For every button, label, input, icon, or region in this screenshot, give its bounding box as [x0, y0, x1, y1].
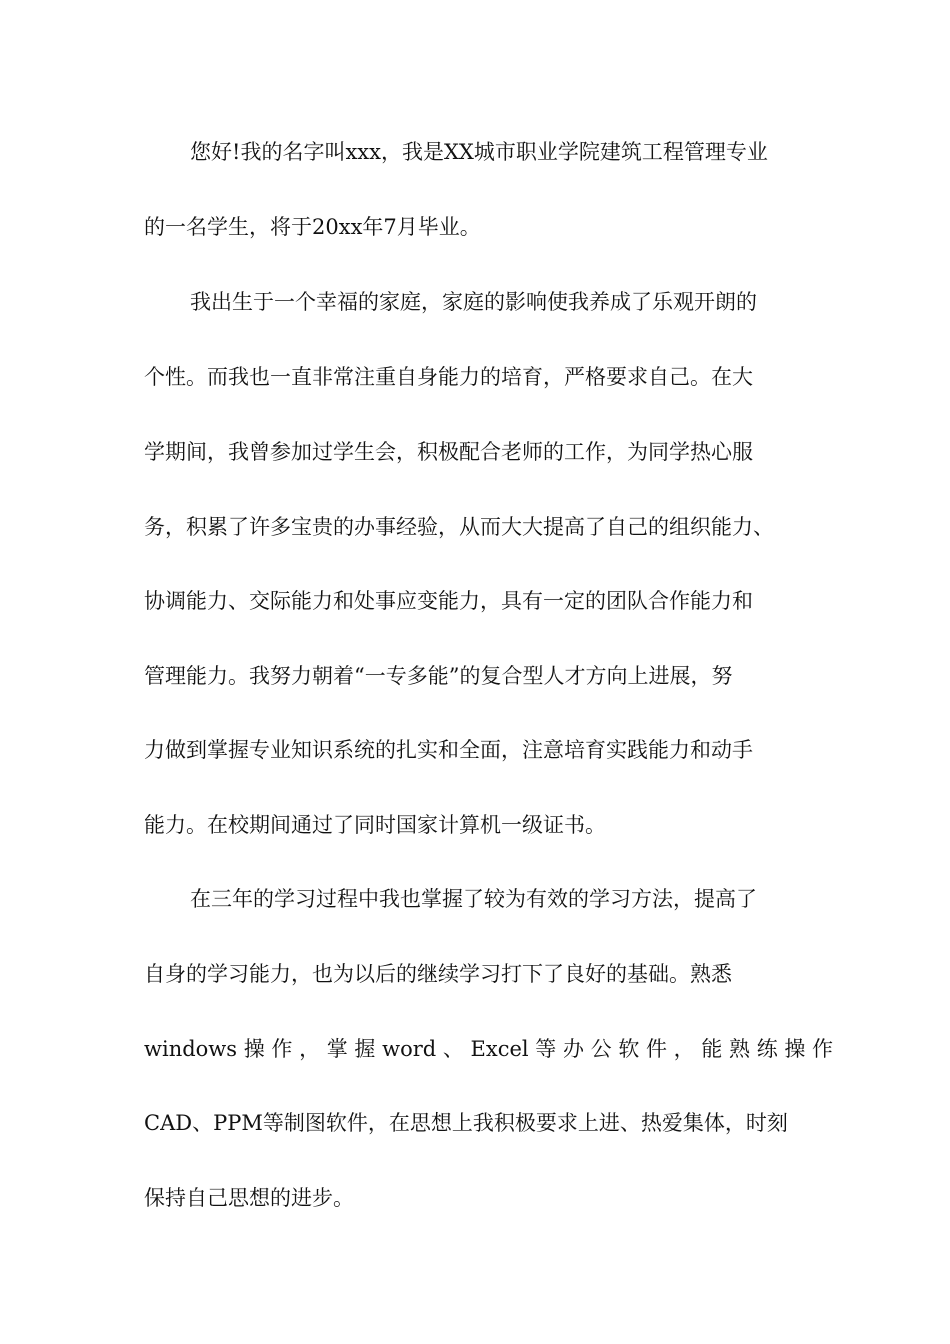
paragraph-2-line-4: 务，积累了许多宝贵的办事经验，从而大大提高了自己的组织能力、	[144, 515, 774, 539]
paragraph-1-line-1: 您好!我的名字叫xxx，我是XX城市职业学院建筑工程管理专业	[190, 140, 768, 164]
paragraph-2-line-7: 力做到掌握专业知识系统的扎实和全面，注意培育实践能力和动手	[144, 738, 753, 762]
paragraph-3-line-5: 保持自己思想的进步。	[144, 1186, 354, 1210]
paragraph-2-line-3: 学期间，我曾参加过学生会，积极配合老师的工作，为同学热心服	[144, 440, 753, 464]
paragraph-3-line-4: CAD、PPM等制图软件，在思想上我积极要求上进、热爱集体，时刻	[144, 1111, 788, 1135]
paragraph-2-line-5: 协调能力、交际能力和处事应变能力，具有一定的团队合作能力和	[144, 589, 753, 613]
paragraph-3-line-1: 在三年的学习过程中我也掌握了较为有效的学习方法，提高了	[190, 887, 757, 911]
paragraph-2-line-6: 管理能力。我努力朝着“一专多能”的复合型人才方向上进展，努	[144, 664, 733, 688]
paragraph-3-line-2: 自身的学习能力，也为以后的继续学习打下了良好的基础。熟悉	[144, 962, 732, 986]
paragraph-1-line-2: 的一名学生，将于20xx年7月毕业。	[144, 215, 481, 239]
paragraph-3-line-3: windows 操 作 ， 掌 握 word 、 Excel 等 办 公 软 件 ， 能 熟 练 操 作	[144, 1037, 834, 1061]
paragraph-2-line-8: 能力。在校期间通过了同时国家计算机一级证书。	[144, 813, 606, 837]
paragraph-2-line-1: 我出生于一个幸福的家庭，家庭的影响使我养成了乐观开朗的	[190, 290, 757, 314]
paragraph-2-line-2: 个性。而我也一直非常注重自身能力的培育，严格要求自己。在大	[144, 365, 753, 389]
